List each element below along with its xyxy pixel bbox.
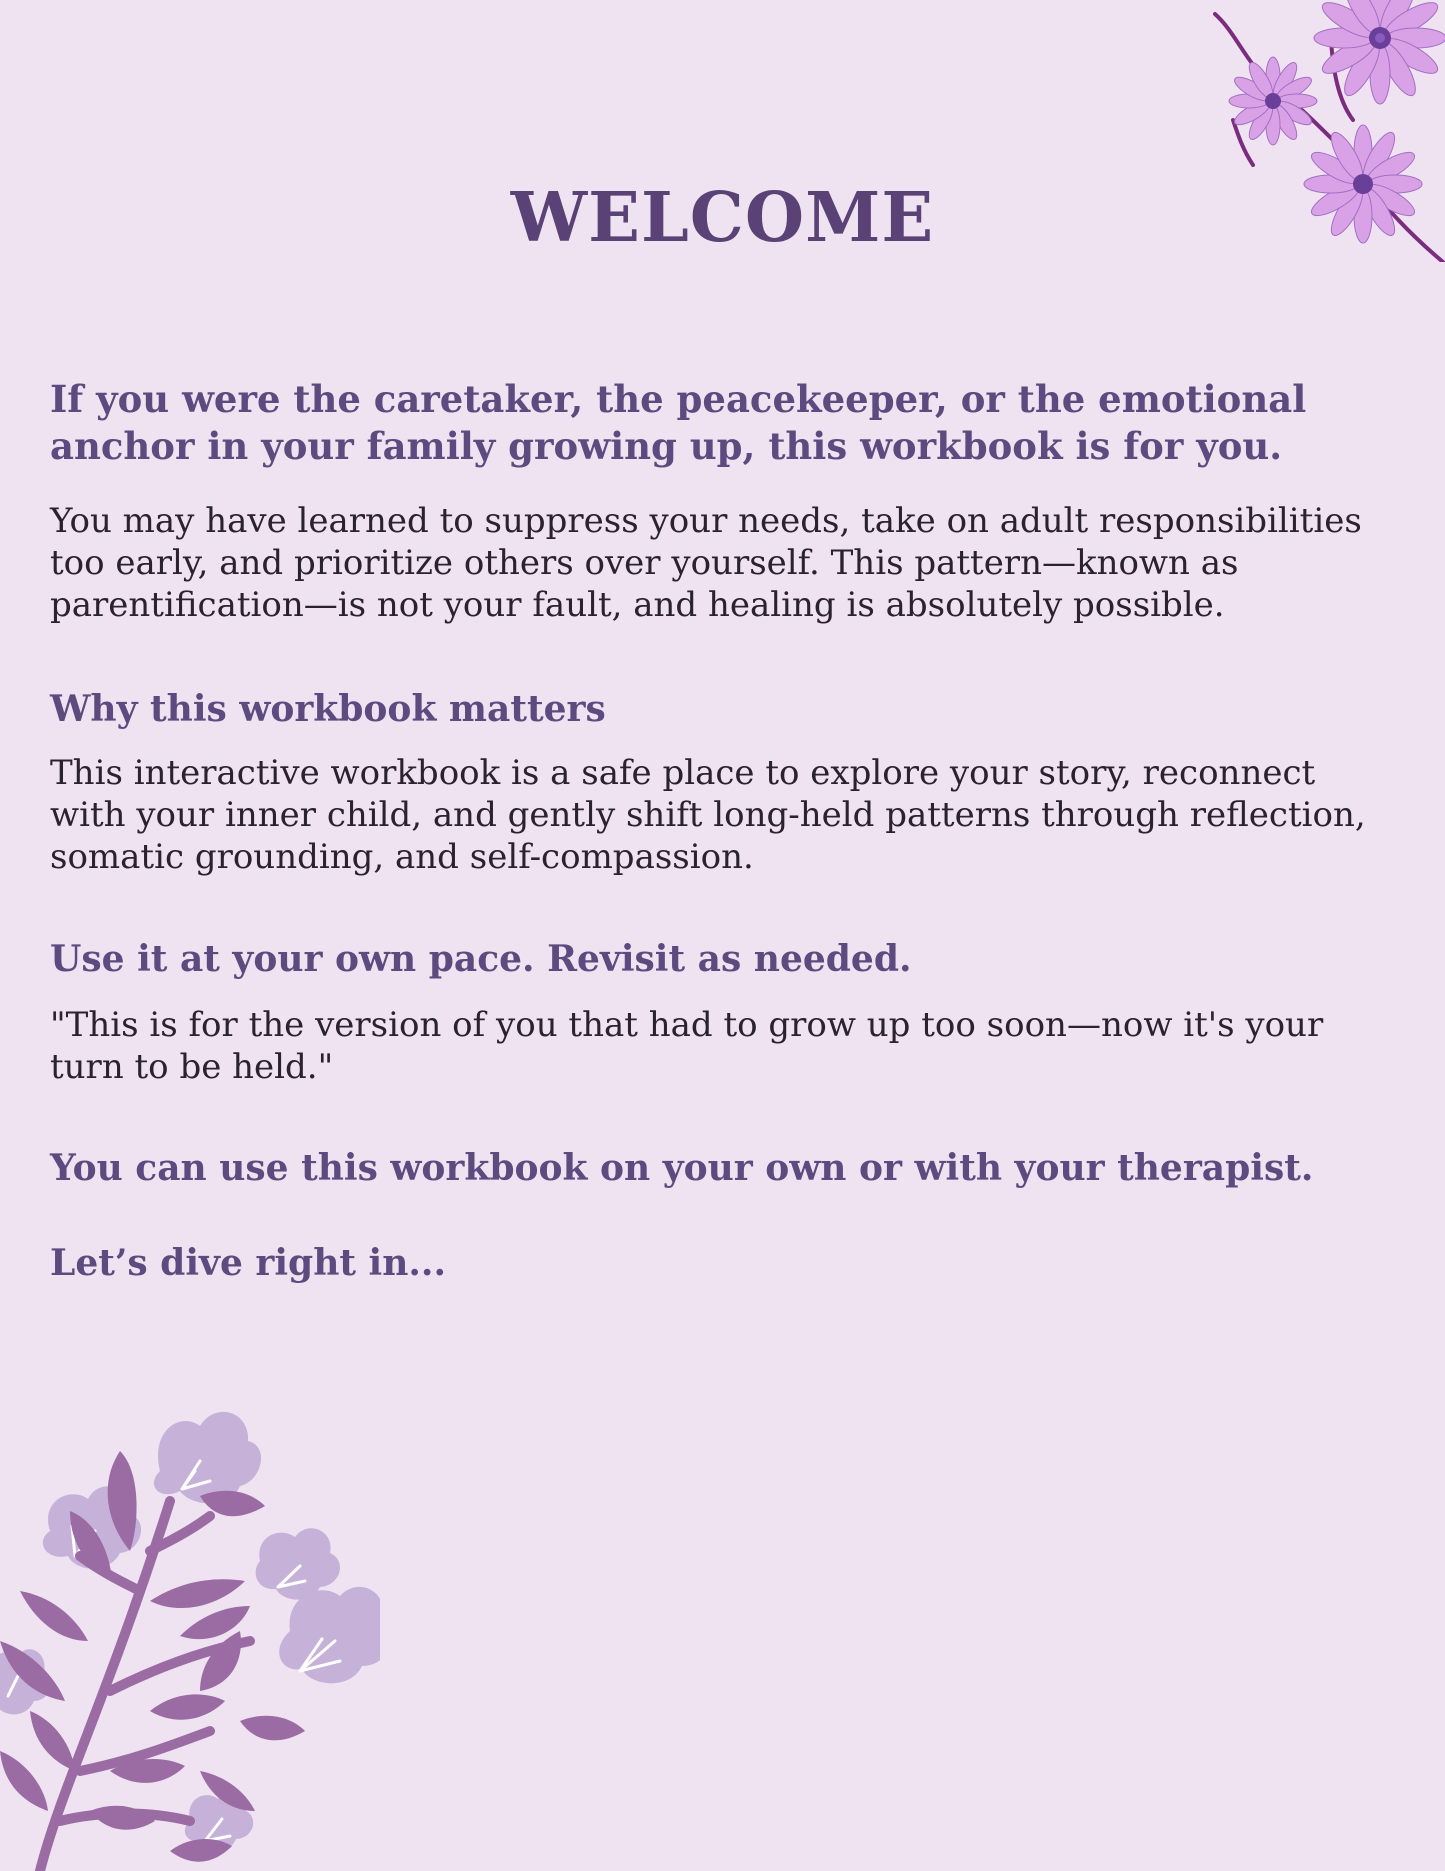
closing-line: Let’s dive right in... — [50, 1242, 446, 1284]
why-paragraph: This interactive workbook is a safe place to explore your story, reconnect with your inner child, and gently shift long-held patterns through reflection, somatic grounding, and self-compassion. — [50, 753, 1366, 877]
intro-paragraph: You may have learned to suppress your needs, take on adult responsibilities too early, and prioritize others over yourself. This pattern—known as parentification—is not your fault, and healing is absolutely possible. — [50, 501, 1362, 625]
page-title: WELCOME — [510, 178, 935, 258]
section-heading-why: Why this workbook matters — [50, 688, 606, 730]
intro-heading: If you were the caretaker, the peacekeeper, or the emotional anchor in your family growing up, this workbook is for you. — [50, 377, 1307, 468]
quote-paragraph: "This is for the version of you that had to grow up too soon—now it's your turn to be held." — [50, 1005, 1324, 1087]
section-heading-pace: Use it at your own pace. Revisit as needed. — [50, 938, 912, 980]
lavender-leaf-branch-icon — [0, 1391, 380, 1871]
therapist-note: You can use this workbook on your own or with your therapist. — [50, 1147, 1314, 1189]
